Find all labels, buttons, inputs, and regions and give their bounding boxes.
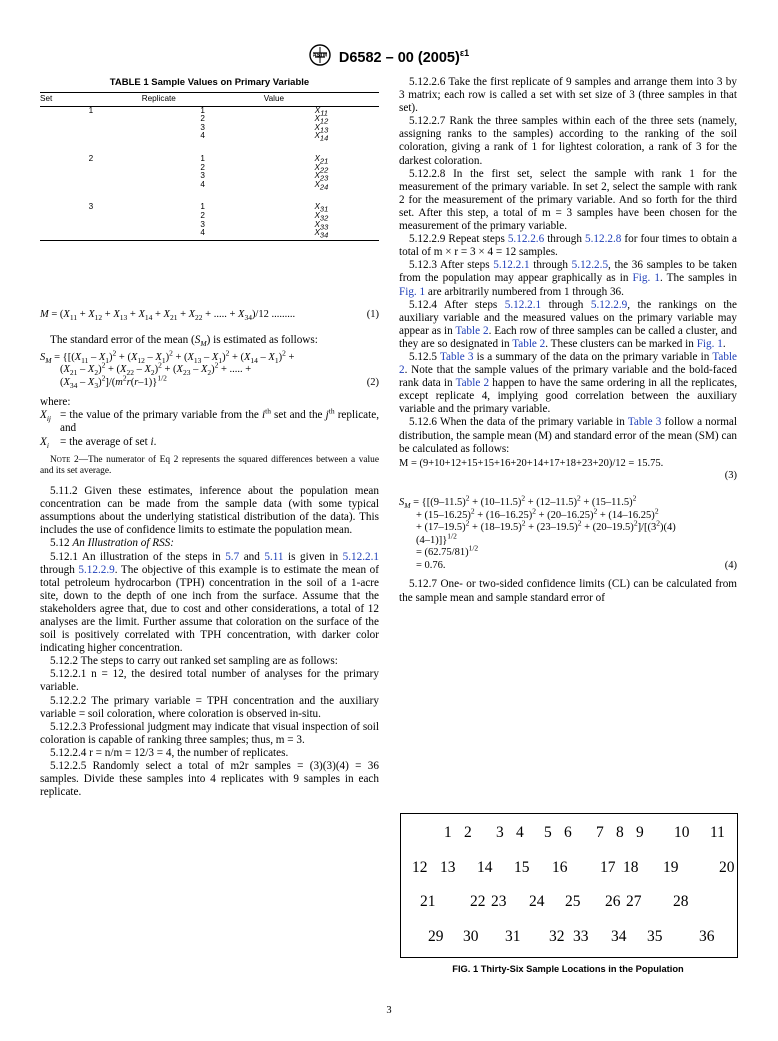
sample-location-number: 28 [673, 893, 689, 910]
sample-location-number: 17 [600, 859, 616, 876]
sample-location-number: 4 [516, 824, 524, 841]
equation-3-number: (3) [724, 470, 737, 482]
link-5-12-2-8[interactable]: 5.12.2.8 [585, 233, 622, 246]
table-cell-replicate: 1 [200, 202, 205, 212]
table-cell-set: 2 [88, 154, 94, 164]
para-5-12-2-4: 5.12.2.4 r = n/m = 12/3 = 4, the number of replicates. [50, 746, 289, 759]
sample-location-number: 27 [626, 893, 642, 910]
para-5-12-2-7: 5.12.2.7 Rank the three samples within each of the three sets (namely, assigning ranks to the samples) according to the ranking of the soil coloration, giving a rank of 1 for lightest coloration, a rank of 3 for the darkest coloration. [399, 115, 737, 167]
sample-location-number: 12 [412, 859, 428, 876]
link-5-12-2-1[interactable]: 5.12.2.1 [504, 298, 542, 311]
equation-1: $M = (X_{11} + X_{12} + X_{13} + X_{14} + X_{21} + X_{22}$ + ..... + $X_{34})/12$ ......... (1) [40, 308, 379, 322]
sample-location-number: 15 [514, 859, 530, 876]
para-5-12-2-9: 5.12.2.9 Repeat steps 5.12.2.6 through 5.12.2.8 for four times to obtain a total of m × r = 3 × 4 = 12 samples. [399, 233, 737, 259]
table-cell-value: $X_{31}$ [314, 202, 329, 215]
table-cell-set [40, 164, 142, 173]
link-table-3[interactable]: Table 3 [439, 350, 474, 363]
table-cell-value: $X_{33}$ [314, 219, 329, 232]
table-cell-value: $X_{14}$ [314, 131, 329, 144]
sample-location-number: 20 [719, 859, 735, 876]
link-table-2[interactable]: Table 2 [512, 337, 546, 350]
table-cell-value: $X_{12}$ [314, 114, 329, 126]
link-5-12-2-6[interactable]: 5.12.2.6 [507, 233, 545, 246]
table-row [40, 221, 379, 230]
sample-location-number: 23 [491, 893, 507, 910]
left-column [40, 76, 379, 799]
table-cell-replicate: 3 [200, 219, 205, 229]
sample-location-number: 18 [623, 859, 639, 876]
sample-location-number: 22 [470, 893, 486, 910]
para-5-12-2-8: 5.12.2.8 In the first set, select the sample with rank 1 for the measurement of the primary variable. In set 2, select the sample with rank 2 for the measurement of the primary variable. And so forth for the third set. After this step, a total of m = 3 samples have been chosen for the measurement of the primary variable. [399, 167, 737, 233]
sample-location-number: 10 [674, 824, 690, 841]
table-cell-replicate: 1 [200, 105, 205, 115]
table-cell-replicate: 2 [200, 211, 205, 221]
sample-location-number: 7 [596, 824, 604, 841]
definition-xi: $X_i$ = the average of set i. [40, 435, 157, 450]
table-row [40, 181, 379, 190]
para-5-12-4: 5.12.4 After steps 5.12.2.1 through 5.12.2.9, the rankings on the auxiliary variable and the measured values on the primary variable may appear as in Table 2. Each row of three samples can be called a cluster, and they are so designated in Table 2. These clusters can be marked in Fig. 1. [399, 298, 737, 350]
definition-xij: $X_{ij}$ = the value of the primary variable from the $i^{th}$ set and the $j^{th}$ replicate, and [40, 406, 380, 435]
table1-header-set: Set [40, 93, 142, 107]
svg-text:ASTM: ASTM [312, 52, 327, 59]
sample-location-number: 31 [505, 928, 521, 945]
table-cell-replicate: 2 [200, 162, 205, 172]
table-cell-replicate: 2 [200, 114, 205, 124]
link-table-2[interactable]: Table 2 [455, 377, 490, 390]
table-cell-value: $X_{22}$ [314, 162, 329, 175]
right-column [399, 76, 737, 605]
table-row [40, 212, 379, 221]
sample-location-number: 5 [544, 824, 552, 841]
table-row [40, 106, 379, 115]
table-cell-replicate: 1 [200, 154, 205, 164]
where-label: where: [40, 396, 71, 409]
link-table-2[interactable]: Table 2 [399, 350, 737, 377]
para-5-12-2-6: 5.12.2.6 Take the first replicate of 9 samples and arrange them into 3 by 3 matrix; each row is called a set with set size of 3 (three samples in that set). [399, 76, 737, 115]
equation-4-number: (4) [724, 559, 737, 571]
link-5-11[interactable]: 5.11 [264, 550, 284, 563]
document-designation: D6582 – 00 $(2005)^{\varepsilon 1}$ [338, 47, 470, 66]
table-cell-set [40, 132, 142, 141]
equation-2-number: (2) [366, 376, 379, 388]
equation-2: $S_M = \{[(X_{11} - X_1)^2 + (X_{12} - X_1)^2 + (X_{13} - X_1)^2 + (X_{14} - X_1)^2$ + $(X_{21} - X_2)^2 + (X_{22} - X_2)^2 + (X_{23} - X_2)^2$ + ..... + $(X_{34} - X_3)^2]/(m^2r(r-1)\}^{1/2}$ (2) [40, 348, 379, 390]
note-2: Note 2—The numerator of Eq 2 represents the squared differences between a value and its set average. [40, 454, 379, 476]
equation-1-number: (1) [366, 308, 379, 320]
table-cell-value: $X_{32}$ [314, 211, 329, 223]
link-5-12-2-9[interactable]: 5.12.2.9 [590, 298, 628, 311]
para-5-12-5: 5.12.5 Table 3 is a summary of the data on the primary variable in Table 2. Note that the sample values of the primary variable and the bold-faced rank data in Table 2 happen to have the same ordering in all the replicates, except replicate 4, implying good correlation between the auxiliary variable and the primary variable. [399, 350, 738, 416]
table-cell-value: $X_{21}$ [314, 154, 329, 166]
para-5-12-1: 5.12.1 An illustration of the steps in 5.7 and 5.11 is given in 5.12.2.1 through 5.12.2.9. The objective of this example is to estimate the mean of total petroleum hydrocarbon (TPH) concentration in the soil of a 1-acre site, down to the depth of one inch from the surface. Assume that the stakeholders agree that, due to cost and other considerations, a total of 12 analyses are the limit. Further assume that coloration on the surface of the soil is positively correlated with TPH concentration, with darker color indicating higher concentration. [40, 550, 379, 655]
link-fig-1[interactable]: Fig. 1 [632, 272, 660, 285]
equation-4: $S_M = \{[(9-11.5)^2 + (10-11.5)^2 + (12-11.5)^2 + (15-11.5)^2$ + $(15-16.25)^2 + (16-16.25)^2 + (20-16.25)^2 + (14-16.25)^2$ + $(17-19.5)^2 + (18-19.5)^2 + (23-19.5)^2 + (20-19.5)^2]/[(3^2)(4)$ (4–1)]}$^{1/2}$ = $(62.75/81)^{1/2}$ = 0.76. (4) [399, 493, 737, 571]
sample-location-number: 8 [616, 824, 624, 841]
link-5-12-2-1[interactable]: 5.12.2.1 [493, 259, 530, 272]
table-cell-value: $X_{23}$ [314, 171, 329, 183]
table-row [40, 203, 379, 212]
sample-location-number: 24 [529, 893, 545, 910]
table-row [40, 124, 379, 133]
equation-3: M = (9+10+12+15+15+16+20+14+17+18+23+20)/12 = 15.75. [399, 457, 664, 469]
sample-location-number: 21 [420, 893, 436, 910]
sample-location-number: 16 [552, 859, 568, 876]
sample-location-number: 11 [710, 824, 725, 841]
para-5-12-2-1: 5.12.2.1 n = 12, the desired total number of analyses for the primary variable. [40, 668, 379, 694]
sample-location-number: 2 [464, 824, 472, 841]
table-cell-value: $X_{34}$ [264, 229, 379, 240]
para-5-12-2-2: 5.12.2.2 The primary variable = TPH concentration and the auxiliary variable = soil coloration, where coloration is observed in-situ. [40, 694, 379, 720]
table1-body [40, 106, 379, 240]
sample-location-number: 32 [549, 928, 565, 945]
link-table-2[interactable]: Table 2 [455, 324, 489, 337]
table-spacer [40, 189, 379, 203]
sample-location-number: 6 [564, 824, 572, 841]
sample-location-number: 13 [440, 859, 456, 876]
sample-location-number: 36 [699, 928, 715, 945]
sample-location-number: 9 [636, 824, 644, 841]
page-header [0, 44, 778, 71]
sample-location-number: 33 [573, 928, 589, 945]
link-5-12-2-9[interactable]: 5.12.2.9 [78, 563, 115, 576]
table-cell-replicate: 3 [200, 122, 205, 132]
table-row [40, 155, 379, 164]
para-5-12-2-3: 5.12.2.3 Professional judgment may indicate that visual inspection of soil coloration is capable of ranking three samples; thus, m = 3. [40, 720, 379, 746]
table-row [40, 172, 379, 181]
sample-location-number: 3 [496, 824, 504, 841]
table-cell-set [40, 115, 142, 124]
table-row [40, 164, 379, 173]
table1 [40, 92, 379, 241]
link-table-3[interactable]: Table 3 [627, 416, 662, 429]
sample-location-number: 1 [444, 824, 452, 841]
table1-caption: TABLE 1 Sample Values on Primary Variable [109, 77, 310, 88]
table-cell-set: 1 [88, 105, 94, 115]
table-row [40, 229, 379, 240]
sample-location-number: 25 [565, 893, 581, 910]
table1-header-replicate: Replicate [142, 93, 264, 107]
page-number: 3 [386, 1005, 392, 1016]
table1-header-value: Value [264, 93, 379, 107]
table-cell-replicate: 3 [200, 171, 205, 181]
se-intro: The standard error of the mean $(S_M)$ is estimated as follows: [50, 334, 318, 349]
link-fig-1[interactable]: Fig. 1 [399, 285, 426, 298]
table-spacer [40, 141, 379, 155]
table-cell-set: 3 [88, 202, 94, 212]
table-cell-value: $X_{13}$ [314, 122, 329, 135]
table-cell-set [40, 212, 142, 221]
table-cell-replicate: 4 [200, 179, 205, 189]
sample-location-number: 19 [663, 859, 679, 876]
sample-location-number: 26 [605, 893, 621, 910]
table-cell-replicate: 4 [200, 131, 205, 141]
link-5-12-2-5[interactable]: 5.12.2.5 [571, 259, 609, 272]
sample-location-number: 14 [477, 859, 493, 876]
para-5-12-2: 5.12.2 The steps to carry out ranked set sampling are as follows: [50, 655, 338, 668]
table-cell-value: $X_{24}$ [314, 179, 329, 192]
table-cell-set [40, 181, 142, 190]
table-cell-value: $X_{11}$ [314, 105, 328, 118]
table-cell-set [40, 172, 142, 181]
link-5-12-2-1[interactable]: 5.12.2.1 [342, 550, 379, 563]
para-5-12-2-5: 5.12.2.5 Randomly select a total of m2r samples = (3)(3)(4) = 36 samples. Divide these samples into 4 replicates with 9 samples in each replicate. [40, 760, 379, 799]
link-fig-1[interactable]: Fig. 1 [696, 337, 723, 350]
astm-logo-icon [309, 44, 331, 71]
figure-1-caption: FIG. 1 Thirty-Six Sample Locations in the Population [452, 964, 684, 974]
sample-location-number: 30 [463, 928, 479, 945]
para-5-11-2: 5.11.2 Given these estimates, inference about the population mean concentration can be made from the sample data (with some typical assumptions about the underlying statistical distribution of the data). This includes the use of confidence limits to estimate the population mean. [40, 485, 379, 537]
sample-location-number: 34 [611, 928, 627, 945]
table-cell-replicate: 4 [142, 229, 264, 240]
link-5-7[interactable]: 5.7 [225, 550, 240, 563]
para-5-12-6: 5.12.6 When the data of the primary variable in Table 3 follow a normal distribution, the sample mean (M) and standard error of the mean (SM) can be calculated as follows: [399, 416, 737, 455]
para-5-12-3: 5.12.3 After steps 5.12.2.1 through 5.12.2.5, the 36 samples to be taken from the population may appear graphically as in Fig. 1. The samples in Fig. 1 are arbitrarily numbered from 1 through 36. [399, 259, 737, 298]
table-cell-set [40, 124, 142, 133]
figure-1-sample-grid [400, 813, 738, 958]
sample-location-number: 35 [647, 928, 663, 945]
table-cell-set [40, 229, 142, 240]
table-row [40, 115, 379, 124]
para-5-12: 5.12 An Illustration of RSS: [50, 537, 174, 550]
table-cell-set [40, 221, 142, 230]
sample-location-number: 29 [428, 928, 444, 945]
table-row [40, 132, 379, 141]
para-5-12-7: 5.12.7 One- or two-sided confidence limits (CL) can be calculated from the sample mean and sample standard error of [399, 578, 737, 604]
